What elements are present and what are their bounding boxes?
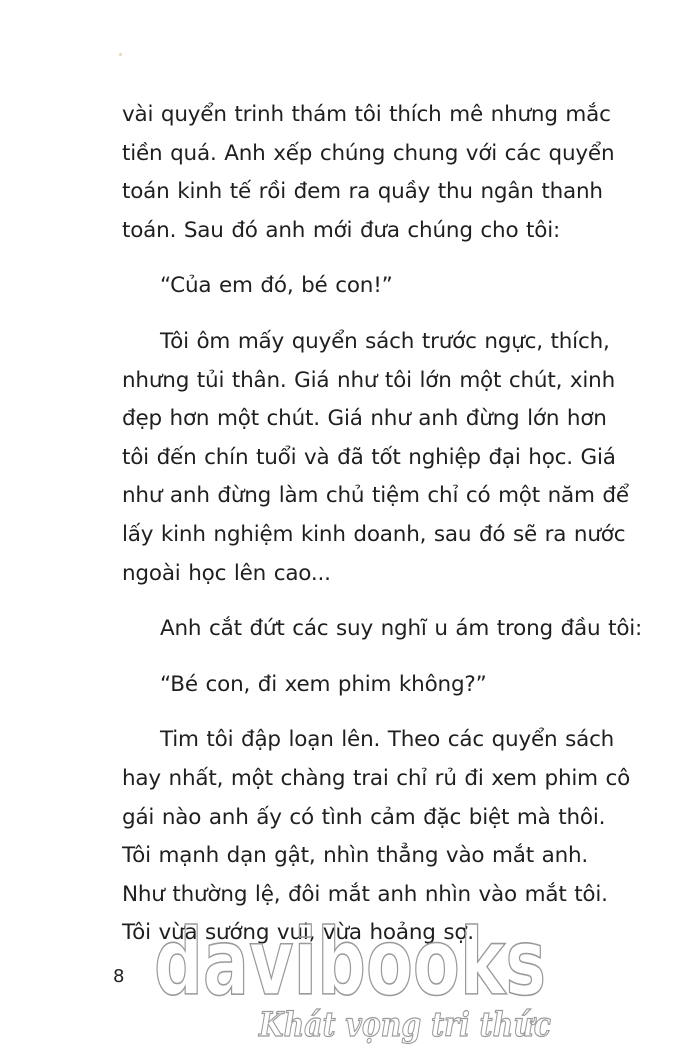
text-line: đẹp hơn một chút. Giá như anh đừng lớn hơn [122, 406, 607, 432]
davibooks-watermark-slogan [255, 1000, 555, 1049]
text-line: toán kinh tế rồi đem ra quầy thu ngân thanh [122, 179, 603, 205]
text-line: Tôi mạnh dạn gật, nhìn thẳng vào mắt anh. [122, 843, 589, 869]
text-line: ngoài học lên cao... [122, 560, 331, 586]
text-line: Tim tôi đập loạn lên. Theo các quyển sách [160, 727, 615, 753]
paper-speck [119, 53, 122, 56]
text-line: tôi đến chín tuổi và đã tốt nghiệp đại học. Giá [122, 444, 616, 470]
text-line: lấy kinh nghiệm kinh doanh, sau đó sẽ ra nước [122, 521, 626, 547]
text-line: vài quyển trinh thám tôi thích mê nhưng mắc [122, 102, 611, 127]
text-line: Anh cắt đứt các suy nghĩ u ám trong đầu tôi: [160, 616, 643, 642]
text-line: Tôi ôm mấy quyển sách trước ngực, thích, [160, 328, 610, 354]
text-line: Tôi vừa sướng vui, vừa hoảng sợ. [122, 920, 474, 946]
text-line: “Bé con, đi xem phim không?” [160, 671, 487, 697]
text-line: hay nhất, một chàng trai chỉ rủ đi xem phim cô [122, 765, 631, 791]
text-line: nhưng tủi thân. Giá như tôi lớn một chút, xinh [122, 367, 615, 393]
text-line: gái nào anh ấy có tình cảm đặc biệt mà thôi. [122, 804, 606, 830]
text-line: Như thường lệ, đôi mắt anh nhìn vào mắt tôi. [122, 881, 608, 907]
davibooks-watermark-logo [150, 912, 550, 1010]
text-line: như anh đừng làm chủ tiệm chỉ có một năm để [122, 483, 629, 509]
page-number: 8 [113, 966, 125, 987]
watermark-slogan-text: Khát vọng tri thức [258, 1005, 552, 1045]
text-line: toán. Sau đó anh mới đưa chúng cho tôi: [122, 217, 561, 243]
body-text [122, 96, 642, 953]
text-line: “Của em đó, bé con!” [160, 273, 393, 299]
text-line: tiền quá. Anh xếp chúng chung với các quyển [122, 140, 615, 166]
watermark-logo-text: davibooks [154, 912, 546, 1010]
